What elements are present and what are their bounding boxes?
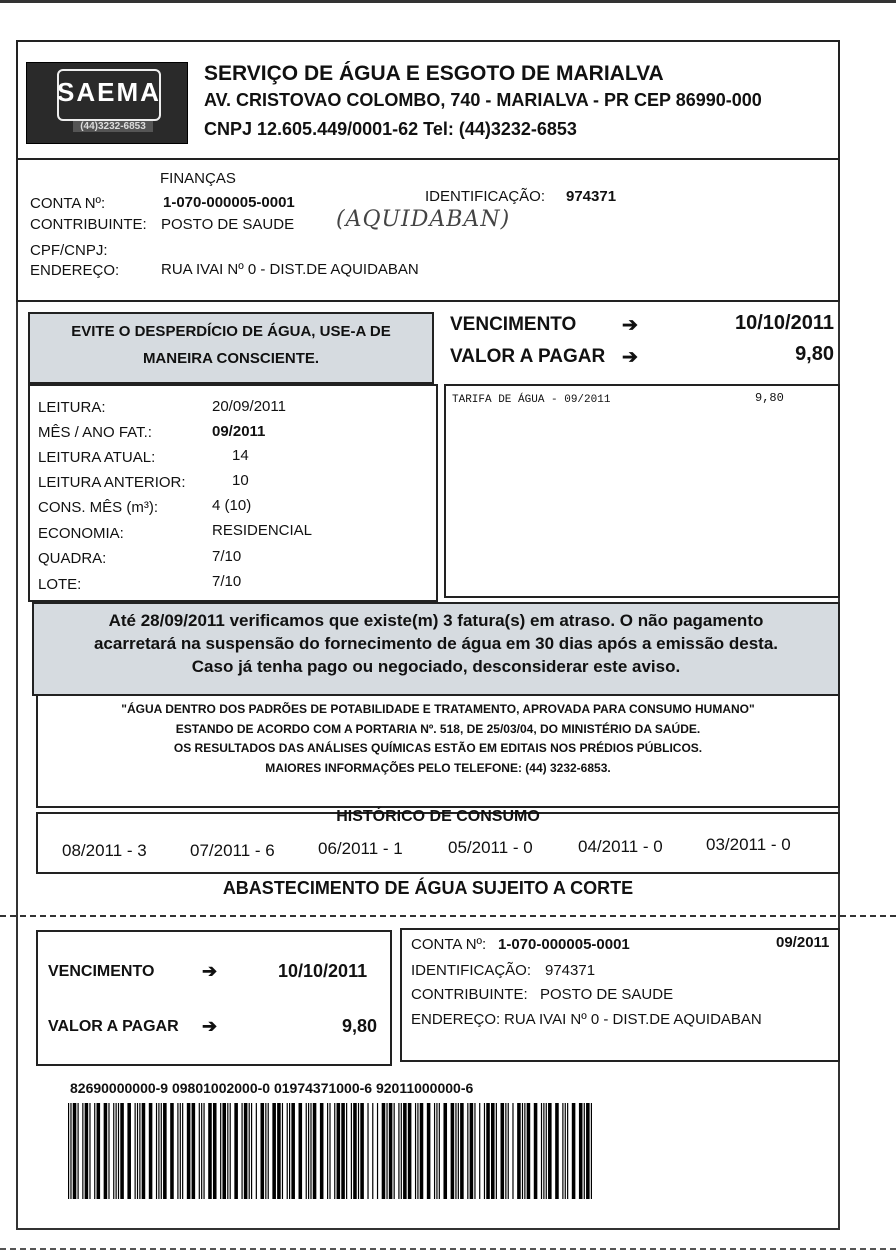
barcode-bar xyxy=(82,1103,83,1199)
stub-conta-value: 1-070-000005-0001 xyxy=(498,936,630,953)
barcode-bar xyxy=(156,1103,157,1199)
org-cnpj-tel: CNPJ 12.605.449/0001-62 Tel: (44)3232-6853 xyxy=(204,119,577,139)
org-name: SERVIÇO DE ÁGUA E ESGOTO DE MARIALVA xyxy=(204,62,664,85)
barcode-bar xyxy=(308,1103,309,1199)
quality-line3: OS RESULTADOS DAS ANÁLISES QUÍMICAS ESTÃO EM EDITAIS NOS PRÉDIOS PÚBLICOS. xyxy=(173,741,703,755)
barcode-bar xyxy=(241,1103,242,1199)
barcode-bar xyxy=(310,1103,311,1199)
arrow-icon: ➔ xyxy=(622,347,638,368)
barcode-bar xyxy=(313,1103,317,1199)
economia-label: ECONOMIA: xyxy=(38,525,124,542)
quadra-value: 7/10 xyxy=(212,548,242,565)
history-item: 03/2011 - 0 xyxy=(706,835,791,854)
barcode-bar xyxy=(434,1103,435,1199)
barcode-bar xyxy=(251,1103,252,1199)
barcode-bar xyxy=(85,1103,89,1199)
barcode-bar xyxy=(68,1103,69,1199)
contribuinte-label: CONTRIBUINTE: xyxy=(30,216,147,233)
charge-value: 9,80 xyxy=(755,391,784,405)
barcode-bar xyxy=(403,1103,407,1199)
barcode-bar xyxy=(287,1103,288,1199)
barcode-bar xyxy=(427,1103,431,1199)
barcode-bar xyxy=(249,1103,250,1199)
conta-label: CONTA Nº: xyxy=(30,195,106,212)
saema-logo xyxy=(26,62,188,144)
mes-value: 09/2011 xyxy=(212,423,266,440)
barcode-bar xyxy=(491,1103,495,1199)
barcode-bar xyxy=(486,1103,490,1199)
barcode-bar xyxy=(329,1103,330,1199)
barcode-bar xyxy=(398,1103,399,1199)
barcode-bar xyxy=(508,1103,509,1199)
scan-edge-bottom xyxy=(0,1248,896,1250)
stub-endereco-value: RUA IVAI Nº 0 - DIST.DE AQUIDABAN xyxy=(504,1011,762,1028)
stub-vencimento-label: VENCIMENTO xyxy=(48,963,155,980)
conta-value: 1-070-000005-0001 xyxy=(163,194,295,211)
barcode-bar xyxy=(353,1103,357,1199)
barcode-bar xyxy=(222,1103,226,1199)
barcode-bar xyxy=(97,1103,101,1199)
barcode-bar xyxy=(541,1103,542,1199)
leitura-label: LEITURA: xyxy=(38,399,106,416)
barcode-bar xyxy=(113,1103,114,1199)
stub-valor-label: VALOR A PAGAR xyxy=(48,1018,179,1035)
history-item: 05/2011 - 0 xyxy=(448,838,533,857)
barcode-bar xyxy=(439,1103,440,1199)
notice-line1: EVITE O DESPERDÍCIO DE ÁGUA, USE-A DE xyxy=(71,323,391,340)
barcode-bar xyxy=(367,1103,368,1199)
barcode-bar xyxy=(386,1103,387,1199)
barcode-bar xyxy=(208,1103,212,1199)
barcode-bar xyxy=(142,1103,146,1199)
notice-line2: MANEIRA CONSCIENTE. xyxy=(142,350,320,367)
barcode-bar xyxy=(163,1103,167,1199)
history-item: 06/2011 - 1 xyxy=(318,839,403,858)
barcode-bar xyxy=(289,1103,290,1199)
barcode-bar xyxy=(562,1103,563,1199)
barcode-bar xyxy=(527,1103,531,1199)
stub-identificacao-value: 974371 xyxy=(545,962,596,979)
vencimento-label: VENCIMENTO xyxy=(450,314,577,335)
barcode-bar xyxy=(320,1103,324,1199)
barcode-bar xyxy=(327,1103,328,1199)
barcode-bar xyxy=(484,1103,485,1199)
lote-label: LOTE: xyxy=(38,576,82,593)
atual-label: LEITURA ATUAL: xyxy=(38,449,156,466)
arrow-icon: ➔ xyxy=(202,1016,218,1036)
barcode-bar xyxy=(180,1103,181,1199)
barcode-bar xyxy=(170,1103,174,1199)
barcode-bar xyxy=(455,1103,456,1199)
barcode-bar xyxy=(451,1103,455,1199)
barcode-image xyxy=(68,1103,592,1199)
barcode-bar xyxy=(104,1103,108,1199)
cpf-label: CPF/CNPJ: xyxy=(30,242,108,259)
lote-value: 7/10 xyxy=(212,573,242,590)
barcode-bar xyxy=(277,1103,281,1199)
barcode-bar xyxy=(443,1103,447,1199)
cons-label: CONS. MÊS (m³): xyxy=(38,499,158,516)
economia-value: RESIDENCIAL xyxy=(212,522,313,539)
stub-valor-value: 9,80 xyxy=(342,1016,378,1036)
barcode-bar xyxy=(517,1103,521,1199)
barcode-bar xyxy=(358,1103,359,1199)
barcode-bar xyxy=(291,1103,295,1199)
stub-identificacao-label: IDENTIFICAÇÃO: xyxy=(411,962,532,979)
atual-value: 14 xyxy=(232,447,249,464)
barcode-bar xyxy=(534,1103,538,1199)
quality-line4: MAIORES INFORMAÇÕES PELO TELEFONE: (44) 3232-6853. xyxy=(265,761,611,775)
barcode-bar xyxy=(584,1103,585,1199)
stub-endereco-label: ENDEREÇO: xyxy=(411,1011,501,1028)
barcode-bar xyxy=(135,1103,136,1199)
barcode-bar xyxy=(120,1103,124,1199)
barcode-bar xyxy=(272,1103,276,1199)
barcode-bar xyxy=(512,1103,513,1199)
perforation-line xyxy=(0,915,896,917)
barcode-bar xyxy=(192,1103,196,1199)
barcode-bar xyxy=(137,1103,138,1199)
barcode-bar xyxy=(94,1103,95,1199)
barcode-bar xyxy=(227,1103,228,1199)
barcode-bar xyxy=(460,1103,464,1199)
barcode-bar xyxy=(282,1103,283,1199)
handwritten-note: (AQUIDABAN) xyxy=(336,207,511,232)
arrow-icon: ➔ xyxy=(202,961,218,981)
overdue-line2: acarretará na suspensão do fornecimento de água em 30 dias após a emissão desta. xyxy=(93,634,779,653)
history-item: 04/2011 - 0 xyxy=(578,837,663,856)
contribuinte-value: POSTO DE SAUDE xyxy=(161,216,295,233)
barcode-bar xyxy=(522,1103,523,1199)
barcode-bar xyxy=(158,1103,159,1199)
barcode-bar xyxy=(543,1103,544,1199)
barcode-bar xyxy=(474,1103,475,1199)
identificacao-label: IDENTIFICAÇÃO: xyxy=(425,188,546,205)
barcode-bar xyxy=(501,1103,505,1199)
logo-text: SAEMA xyxy=(57,77,161,107)
barcode-bar xyxy=(306,1103,307,1199)
barcode-bar xyxy=(265,1103,266,1199)
barcode-bar xyxy=(372,1103,373,1199)
barcode-bar xyxy=(417,1103,418,1199)
leitura-value: 20/09/2011 xyxy=(212,398,286,415)
barcode-bar xyxy=(346,1103,347,1199)
valor-label: VALOR A PAGAR xyxy=(450,346,606,367)
stub-contribuinte-label: CONTRIBUINTE: xyxy=(411,986,528,1003)
barcode-bar xyxy=(177,1103,178,1199)
valor-value: 9,80 xyxy=(795,343,834,365)
barcode-bar xyxy=(116,1103,117,1199)
scan-edge-top xyxy=(0,0,896,3)
barcode-bar xyxy=(377,1103,378,1199)
quality-line1: "ÁGUA DENTRO DOS PADRÕES DE POTABILIDADE E TRATAMENTO, APROVADA PARA CONSUMO HUMANO" xyxy=(121,702,755,716)
overdue-line1: Até 28/09/2011 verificamos que existe(m) 3 fatura(s) em atraso. O não pagamento xyxy=(108,611,764,630)
barcode-bar xyxy=(73,1103,77,1199)
barcode-bar xyxy=(524,1103,525,1199)
overdue-line3: Caso já tenha pago ou negociado, desconsiderar este aviso. xyxy=(191,657,681,676)
endereco-value: RUA IVAI Nº 0 - DIST.DE AQUIDABAN xyxy=(161,261,419,278)
history-item: 07/2011 - 6 xyxy=(190,841,275,860)
barcode-bar xyxy=(268,1103,269,1199)
barcode-bar xyxy=(420,1103,424,1199)
barcode-bar xyxy=(118,1103,119,1199)
quality-line2: ESTANDO DE ACORDO COM A PORTARIA Nº. 518, DE 25/03/04, DO MINISTÉRIO DA SAÚDE. xyxy=(175,722,701,736)
barcode-bar xyxy=(341,1103,345,1199)
barcode-bar xyxy=(389,1103,393,1199)
barcode-bar xyxy=(382,1103,386,1199)
stub-contribuinte-value: POSTO DE SAUDE xyxy=(540,986,674,1003)
barcode-bar xyxy=(89,1103,90,1199)
anterior-value: 10 xyxy=(232,472,249,489)
barcode-number: 82690000000-9 09801002000-0 01974371000-6 92011000000-6 xyxy=(70,1080,474,1096)
reading-section xyxy=(28,384,438,602)
barcode-bar xyxy=(220,1103,221,1199)
barcode-bar xyxy=(334,1103,335,1199)
barcode-bar xyxy=(299,1103,303,1199)
barcode-bar xyxy=(256,1103,257,1199)
barcode-bar xyxy=(567,1103,568,1199)
barcode-bar xyxy=(199,1103,200,1199)
barcode-bar xyxy=(337,1103,341,1199)
barcode-bar xyxy=(408,1103,412,1199)
anterior-label: LEITURA ANTERIOR: xyxy=(38,474,186,491)
barcode-bar xyxy=(139,1103,140,1199)
barcode-bar xyxy=(548,1103,552,1199)
barcode-bar xyxy=(565,1103,566,1199)
stub-period: 09/2011 xyxy=(776,934,830,951)
barcode-bar xyxy=(108,1103,109,1199)
barcode-bar xyxy=(234,1103,238,1199)
barcode-bar xyxy=(360,1103,364,1199)
history-item: 08/2011 - 3 xyxy=(62,841,147,860)
mes-label: MÊS / ANO FAT.: xyxy=(38,424,152,441)
arrow-icon: ➔ xyxy=(622,315,638,336)
identificacao-value: 974371 xyxy=(566,188,617,205)
barcode-bar xyxy=(182,1103,183,1199)
barcode-bar xyxy=(127,1103,131,1199)
logo-phone: (44)3232-6853 xyxy=(73,121,153,132)
barcode-bar xyxy=(467,1103,468,1199)
stub-vencimento-value: 10/10/2011 xyxy=(278,961,368,981)
barcode-bar xyxy=(203,1103,204,1199)
cutoff-warning: ABASTECIMENTO DE ÁGUA SUJEITO A CORTE xyxy=(222,878,634,898)
barcode-bar xyxy=(579,1103,583,1199)
department: FINANÇAS xyxy=(160,170,236,187)
barcode-bar xyxy=(458,1103,459,1199)
barcode-bar xyxy=(479,1103,480,1199)
barcode-bar xyxy=(260,1103,264,1199)
barcode-bar xyxy=(70,1103,71,1199)
org-address: AV. CRISTOVAO COLOMBO, 740 - MARIALVA - PR CEP 86990-000 xyxy=(204,90,762,110)
stub-due-box xyxy=(36,930,392,1066)
charge-desc: TARIFA DE ÁGUA - 09/2011 xyxy=(452,394,611,406)
barcode-bar xyxy=(401,1103,402,1199)
barcode-bar xyxy=(201,1103,202,1199)
quadra-label: QUADRA: xyxy=(38,550,107,567)
charges-section xyxy=(444,384,840,598)
barcode-bar xyxy=(572,1103,576,1199)
stub-conta-label: CONTA Nº: xyxy=(411,936,487,953)
endereco-label: ENDEREÇO: xyxy=(30,262,120,279)
barcode-bar xyxy=(546,1103,547,1199)
cons-value: 4 (10) xyxy=(212,497,252,514)
barcode-bar xyxy=(555,1103,559,1199)
barcode-bar xyxy=(470,1103,474,1199)
barcode-bar xyxy=(213,1103,217,1199)
barcode-bar xyxy=(78,1103,79,1199)
barcode-bar xyxy=(161,1103,162,1199)
barcode-bar xyxy=(436,1103,437,1199)
barcode-bar xyxy=(505,1103,506,1199)
barcode-bar xyxy=(496,1103,497,1199)
barcode-bar xyxy=(149,1103,153,1199)
barcode-bar xyxy=(591,1103,592,1199)
barcode-bar xyxy=(351,1103,352,1199)
barcode-bar xyxy=(586,1103,590,1199)
barcode-bar xyxy=(244,1103,248,1199)
barcode-bar xyxy=(187,1103,191,1199)
barcode-bar xyxy=(415,1103,416,1199)
history-title: HISTÓRICO DE CONSUMO xyxy=(336,808,540,825)
barcode-bar xyxy=(230,1103,231,1199)
barcode-bar xyxy=(394,1103,395,1199)
vencimento-value: 10/10/2011 xyxy=(735,312,834,334)
